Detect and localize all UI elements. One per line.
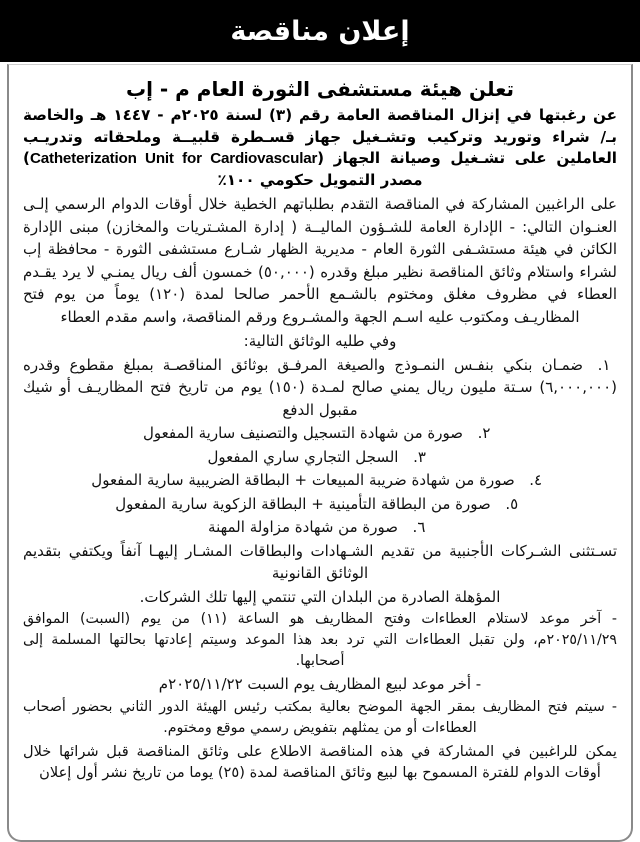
intro-text-before-english: عن رغبتها في إنزال المناقصة العامة رقم (٣) لسنة ٢٠٢٥م - ١٤٤٧ هـ والخاصة بـ/ شراء وتوريد وتركيب وتشـغيل جهاز قسـطرة قلبيــة وملحقاته وتدريـب العاملين على تشـغيل وصيانة الجهاز ( <box>23 106 617 168</box>
list-item <box>23 446 617 469</box>
list-item-text: صورة من شهادة ضريبة المبيعات + البطاقة الضريبية سارية المفعول <box>91 471 515 490</box>
list-item-number: ٤. <box>529 471 543 490</box>
list-item-number: ٣. <box>413 447 426 466</box>
intro-text-after-english: ) مصدر التمويل حكومي ١٠٠٪ <box>23 149 423 189</box>
list-item-text: صورة من شهادة مزاولة المهنة <box>208 518 398 537</box>
header-banner <box>0 0 640 62</box>
foreign-companies-exception-continued: المؤهلة الصادرة من البلدان التي تنتمي إليها تلك الشركات. <box>139 587 501 606</box>
document-review-note: يمكن للراغبين في المشاركة في هذه المناقصة الاطلاع على وثائق المناقصة قبل شرائها خلال أوقات الدوام للفترة المسموح بها لبيع وثائق المناقصة لمدة (٢٥) يوما من تاريخ نشر أول إعلان <box>23 742 617 782</box>
list-item <box>23 469 617 492</box>
list-item <box>23 493 617 516</box>
list-item-text: صورة من البطاقة التأمينية + البطاقة الزكوية سارية المفعول <box>115 494 491 513</box>
documents-lead-label: وفي طليه الوثائق التالية: <box>243 332 397 351</box>
participation-address-paragraph: على الراغبين المشاركة في المناقصة التقدم بطلباتهم الخطية خلال أوقات الدوام الرسمي إلـى العنـوان التالي: - الإدارة العامة للشـؤون الماليــة ( إدارة المشـتريات والمخازن) مبنى الإدارة الكائن في هيئة مستشـفى الثورة العام - مديرية الظهار شـارع مستشفى الثورة - محافظة إب لشراء واستلام وثائق المناقصة نظير مبلغ وقدره (٥٠,٠٠٠) خمسون ألف ريال يمنـي لا يرد يقـدم العطاء في مظروف مغلق ومختوم بالشـمع الأحمر صالحا لمدة (١٢٠) يوماً من يوم فتح المظاريـف ومكتوب عليه اسـم الجهة والمشـروع ورقم المناقصة، واسم مقدم العطاء <box>23 195 617 326</box>
list-item-text: السجل التجاري ساري المفعول <box>207 447 399 466</box>
list-item-number: ١. <box>597 355 611 374</box>
envelope-opening-note: - سيتم فتح المظاريف بمقر الجهة الموضح بعالية بمكتب رئيس الهيئة الدور الثاني بحضور أصحاب العطاءات أو من يمثلهم بتفويض رسمي موقع ومختوم. <box>23 698 617 736</box>
list-item-number: ٢. <box>477 424 491 443</box>
list-item-text: ضمـان بنكي بنفـس النمـوذج والصيغة المرفـق بوثائق المناقصـة بمبلغ مقطوع وقدره (٦,٠٠٠,٠٠٠) سـتة مليون ريال يمني صالح لمـدة (١٥٠) يوم من تاريخ فتح المظاريـف أو شيك مقبول الدفع <box>23 355 618 419</box>
list-item <box>23 516 617 539</box>
intro-english-term: Catheterization Unit for Cardiovascular <box>29 150 318 168</box>
envelope-sale-deadline: - أخر موعد لبيع المظاريف يوم السبت ٢٠٢٥/١١/٢٢م <box>158 675 482 694</box>
organization-line: تعلن هيئة مستشفى الثورة العام م - إب <box>125 77 515 101</box>
intro-paragraph <box>23 105 617 191</box>
foreign-companies-exception-paragraph: تسـتثنى الشـركات الأجنبية من تقديم الشـهادات والبطاقات المشـار إليهـا آنفاً ويكتفي بتقديم الوثائق القانونية <box>23 541 617 583</box>
list-item-text: صورة من شهادة التسجيل والتصنيف سارية المفعول <box>142 424 464 443</box>
list-item <box>23 422 617 445</box>
bid-submission-deadline: - آخر موعد لاستلام العطاءات وفتح المظاريف هو الساعة (١١) من يوم (السبت) الموافق ٢٠٢٥/١١/٢٩م، ولن تقبل العطاءات التي ترد بعد هذا الموعد وسيتم إعادتها بحالتها المسلمة إلى أصحابها. <box>23 611 617 670</box>
required-documents-list <box>23 354 617 539</box>
list-item-number: ٦. <box>412 518 426 537</box>
list-item <box>23 354 617 422</box>
announcement-card <box>7 64 633 842</box>
list-item-number: ٥. <box>505 494 519 513</box>
banner-title: إعلان مناقصة <box>230 15 410 47</box>
